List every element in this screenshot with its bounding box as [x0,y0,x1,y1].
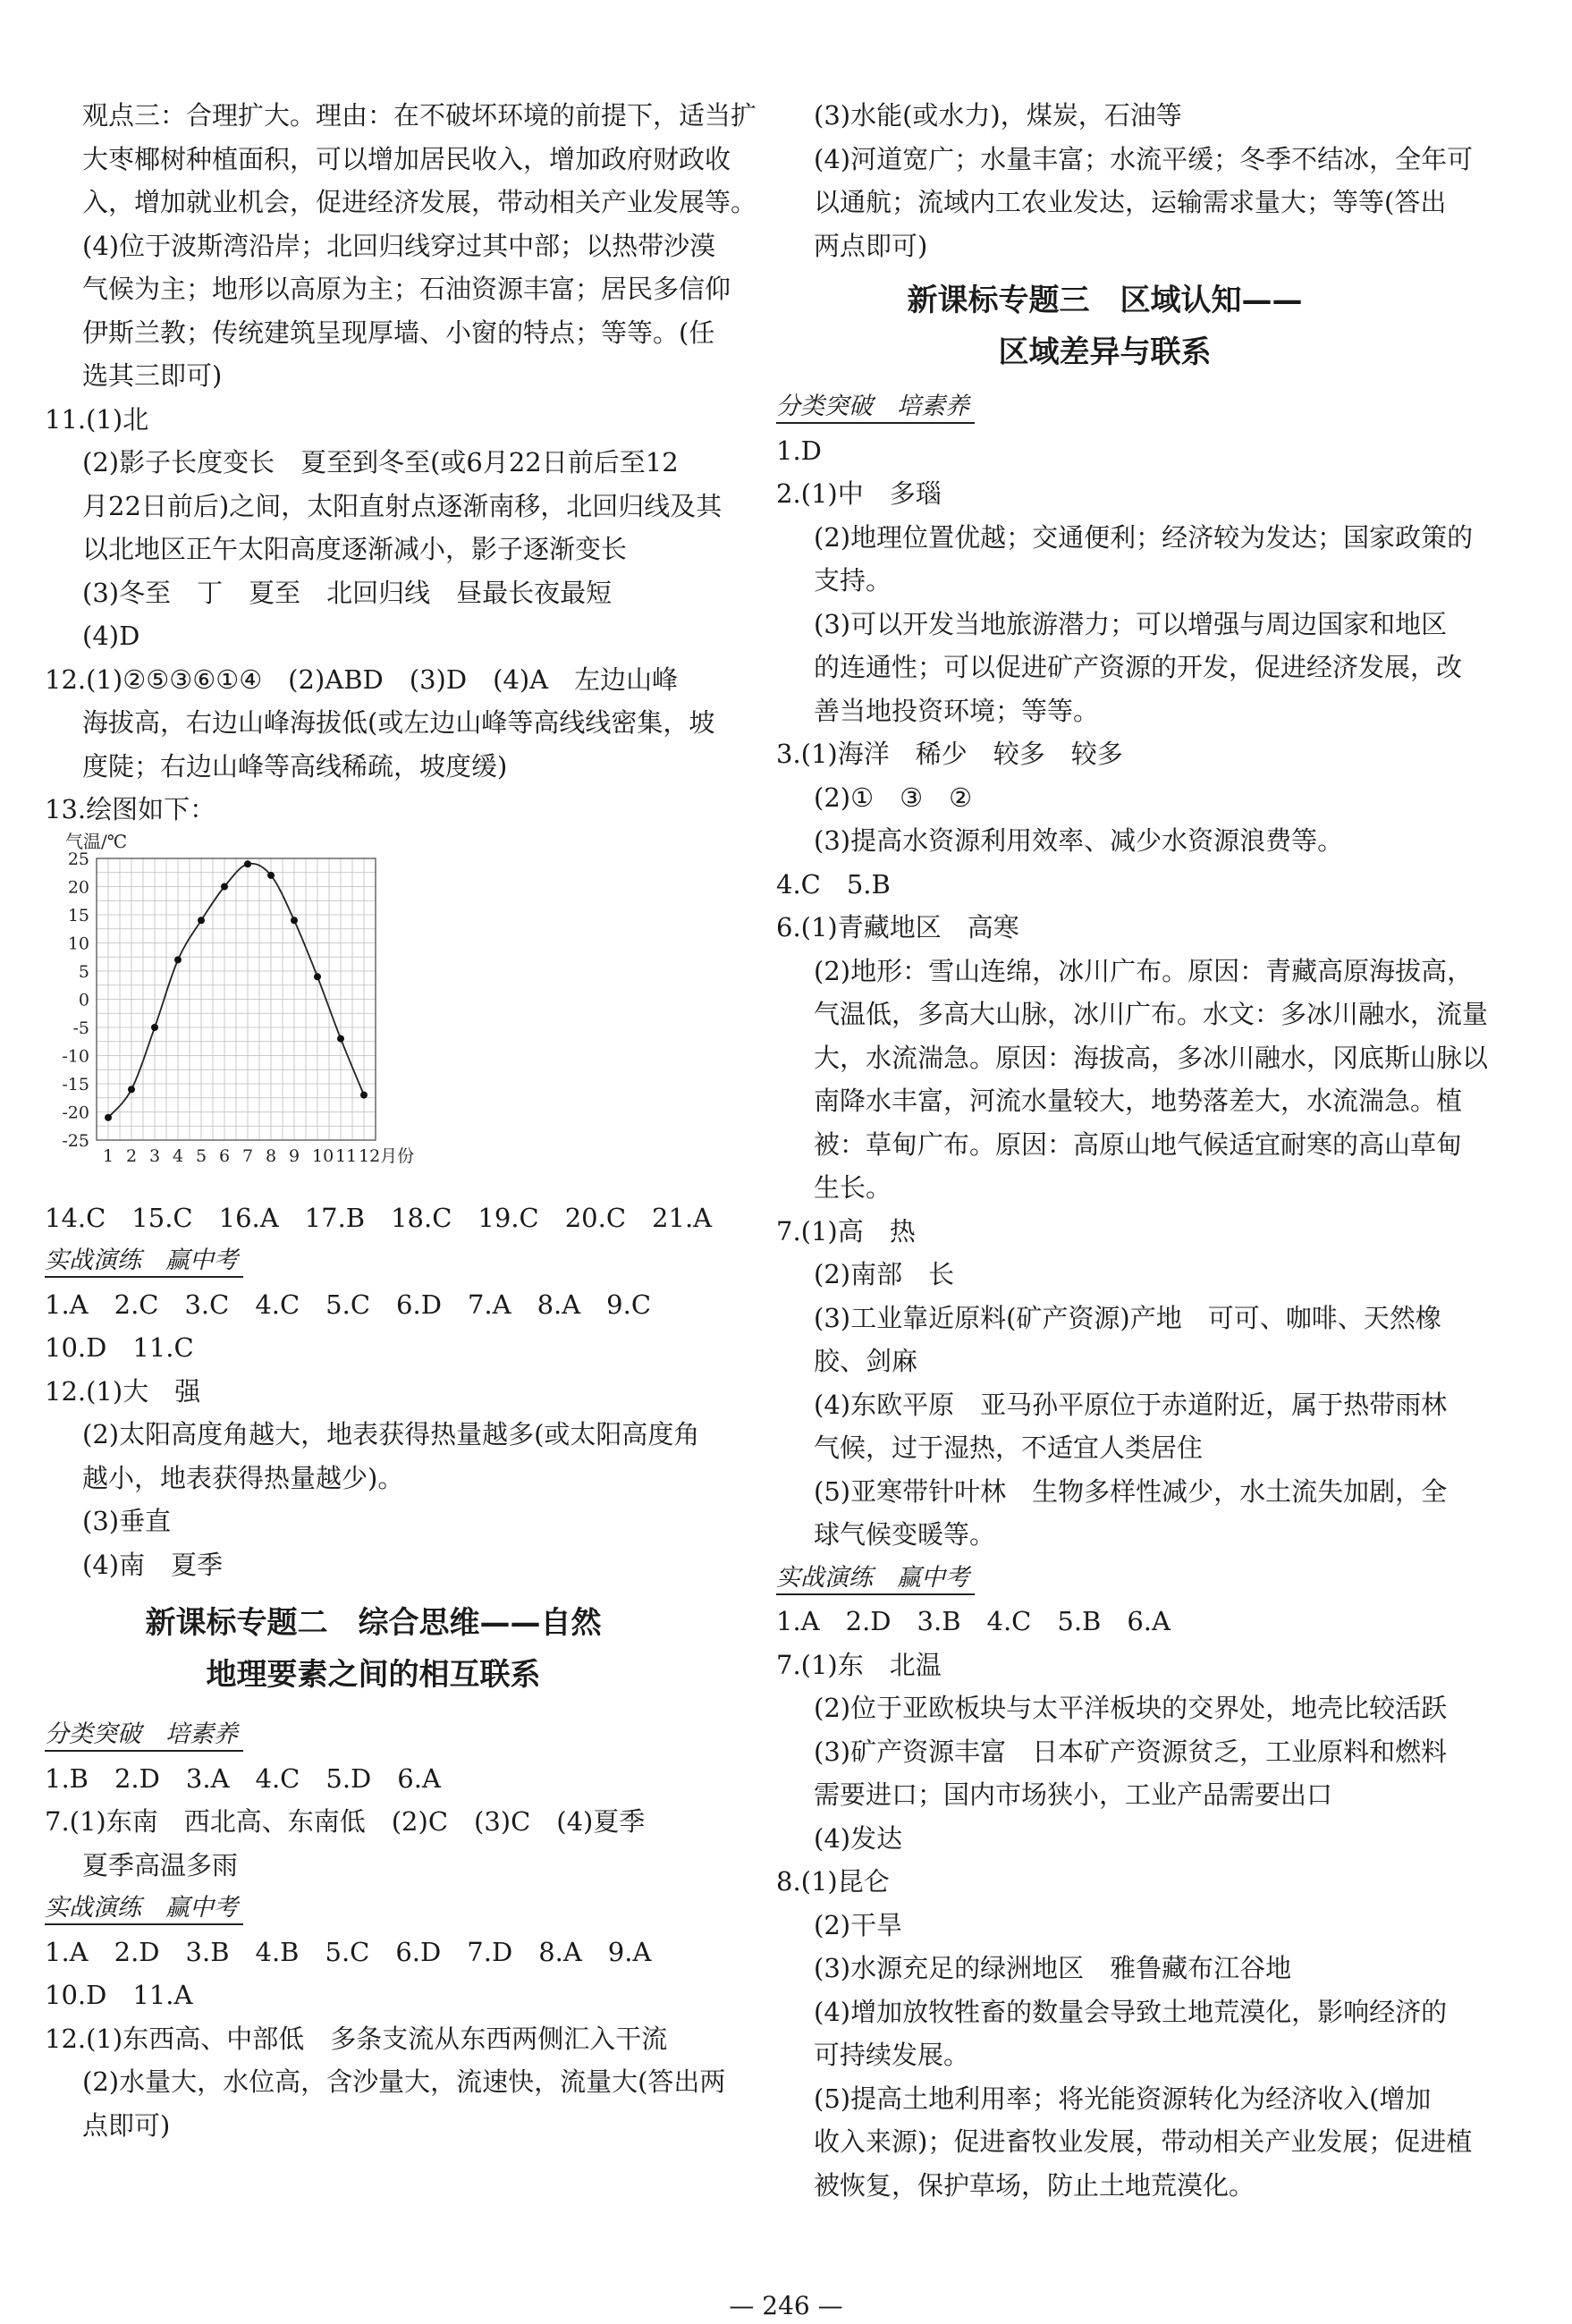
answer-line: 观点三：合理扩大。理由：在不破坏环境的前提下，适当扩 [82,100,757,131]
answer-line: 需要进口；国内市场狭小，工业产品需要出口 [814,1779,1333,1810]
answer-line: 以北地区正午太阳高度逐渐减小，影子逐渐变长 [82,534,628,564]
data-point-month-8 [267,871,275,878]
y-tick-label: -15 [62,1074,89,1094]
y-axis-label: 气温/℃ [65,830,128,852]
answer-line: (2)影子长度变长 夏至到冬至(或6月22日前后至12 [82,447,679,477]
answer-line: (3)垂直 [82,1506,172,1536]
temperature-chart [45,832,702,1196]
page-number: — 246 — [729,2291,843,2320]
answer-line: (2)① ③ ② [814,782,973,813]
answer-line: 12.(1)东西高、中部低 多条支流从东西两侧汇入干流 [45,2023,668,2054]
data-point-month-11 [337,1035,344,1042]
right-answers-part-a [776,94,1474,267]
x-tick-label: 12月份 [359,1145,415,1166]
left-answers-part-e [45,1931,726,2148]
x-tick-label: 3 [149,1145,161,1166]
x-tick-label: 2 [126,1145,138,1166]
answer-line: 6.(1)青藏地区 高寒 [776,912,1019,942]
x-tick-label: 6 [219,1145,231,1166]
answer-line: (3)水能(或水力)，煤炭，石油等 [814,100,1182,131]
section-label-practice-3: 实战演练 赢中考 [776,1557,1433,1601]
answer-line: 8.(1)昆仑 [776,1866,890,1897]
answer-line: (2)位于亚欧板块与太平洋板块的交界处，地壳比较活跃 [814,1693,1448,1723]
answer-line: 的连通性；可以促进矿产资源的开发，促进经济发展，改 [814,652,1463,682]
answer-line: 7.(1)东 北温 [776,1649,942,1680]
y-tick-label: -10 [62,1046,89,1066]
answer-line: 越小，地表获得热量越少)。 [82,1462,404,1493]
right-column [776,94,1489,2207]
answer-line: (3)水源充足的绿洲地区 雅鲁藏布江谷地 [814,1953,1292,1983]
answer-line: 点即可) [82,2109,171,2141]
answer-line: 善当地投资环境；等等。 [814,695,1100,726]
y-tick-label: 15 [67,905,89,925]
y-tick-label: -25 [62,1130,89,1151]
section-label-classify-1: 分类突破 培素养 [45,1713,702,1757]
answer-line: (4)增加放牧牲畜的数量会导致土地荒漠化，影响经济的 [814,1996,1448,2027]
answer-line: 球气候变暖等。 [814,1519,996,1550]
answer-line: (2)地形：雪山连绵，冰川广布。原因：青藏高原海拔高， [814,955,1474,986]
topic3-heading-line2: 区域差异与联系 [998,334,1212,370]
answer-line: 13.绘图如下： [45,794,216,824]
answer-line: 伊斯兰教；传统建筑呈现厚墙、小窗的特点；等等。(任 [82,317,715,348]
answer-line: (3)工业靠近原料(矿产资源)产地 可可、咖啡、天然橡 [814,1302,1441,1333]
answer-line: 10.D 11.A [45,1980,193,2010]
answer-line: 气温低，多高大山脉，冰川广布。水文：多冰川融水，流量 [814,999,1489,1029]
answer-line: (2)南部 长 [814,1259,955,1289]
answer-line: 3.(1)海洋 稀少 较多 较多 [776,739,1123,769]
section-label-practice-1: 实战演练 赢中考 [45,1239,702,1283]
answer-line: 两点即可) [814,230,928,261]
answer-line: 1.A 2.D 3.B 4.C 5.B 6.A [776,1606,1171,1636]
right-answers-part-b [776,429,1489,1557]
answer-line: 大枣椰树种植面积，可以增加居民收入，增加政府财政收 [82,143,731,174]
answer-line: 1.B 2.D 3.A 4.C 5.D 6.A [45,1762,441,1794]
topic3-heading-line1: 新课标专题三 区域认知—— [907,283,1303,318]
temperature-chart-svg [45,830,415,1196]
answer-line: (5)亚寒带针叶林 生物多样性减少，水土流失加剧，全 [814,1475,1448,1507]
data-point-month-7 [244,860,251,867]
answer-line: 7.(1)东南 西北高、东南低 (2)C (3)C (4)夏季 [45,1806,646,1837]
answer-line: (4)发达 [814,1822,903,1854]
answer-line: (4)位于波斯湾沿岸；北回归线穿过其中部；以热带沙漠 [82,230,716,261]
answer-line: (3)冬至 丁 夏至 北回归线 昼最长夜最短 [82,577,613,608]
answer-line: (3)矿产资源丰富 日本矿产资源贫乏，工业原料和燃料 [814,1736,1448,1767]
y-tick-label: -5 [72,1018,89,1038]
y-tick-label: 5 [78,961,89,982]
topic2-heading-line1: 新课标专题二 综合思维——自然 [145,1605,602,1641]
left-column [45,94,757,2147]
answer-line: 2.(1)中 多瑙 [776,478,942,509]
answer-line: 以通航；流域内工农业发达，运输需求量大；等等(答出 [814,187,1447,217]
answer-line: 气候，过于湿热，不适宜人类居住 [814,1432,1204,1463]
left-answers-part-b [45,1196,713,1240]
answer-line: 支持。 [814,565,892,596]
answer-line: 南降水丰富，河流水量较大，地势落差大，水流湍急。植 [814,1086,1463,1116]
answer-line: 10.D 11.C [45,1332,194,1363]
data-point-month-1 [105,1113,112,1120]
answer-line: 1.A 2.D 3.B 4.B 5.C 6.D 7.D 8.A 9.A [45,1936,652,1967]
topic2-heading-line2: 地理要素之间的相互联系 [206,1657,541,1693]
answer-line: 7.(1)高 热 [776,1215,916,1247]
y-tick-label: 20 [67,877,89,897]
answer-line: 选其三即可) [82,360,223,391]
answer-line: 被恢复，保护草场，防止土地荒漠化。 [814,2169,1255,2201]
answer-line: (4)河道宽广；水量丰富；水流平缓；冬季不结冰，全年可 [814,143,1474,174]
right-answers-part-c [776,1600,1473,2207]
data-point-month-6 [221,883,228,890]
x-tick-label: 9 [289,1145,300,1166]
left-answers-part-d [45,1757,702,1888]
answer-line: (4)东欧平原 亚马孙平原位于赤道附近，属于热带雨林 [814,1389,1448,1420]
answer-line: 11.(1)北 [45,403,149,435]
answer-line: 月22日前后)之间，太阳直射点逐渐南移，北回归线及其 [82,490,723,521]
answer-line: (5)提高土地利用率；将光能资源转化为经济收入(增加 [814,2083,1432,2114]
section-label-classify-2: 分类突破 培素养 [776,385,1433,429]
answer-line: 生长。 [814,1172,892,1203]
answer-line: 1.A 2.C 3.C 4.C 5.C 6.D 7.A 8.A 9.C [45,1289,652,1320]
answer-line: (4)南 夏季 [82,1549,224,1580]
answer-line: (2)干旱 [814,1909,903,1940]
left-answers-part-a [45,94,757,832]
answer-line: (2)地理位置优越；交通便利；经济较为发达；国家政策的 [814,521,1474,553]
answer-line: (2)太阳高度角越大，地表获得热量越多(或太阳高度角 [82,1419,700,1449]
answer-line: 胶、剑麻 [814,1346,918,1376]
answer-line: 14.C 15.C 16.A 17.B 18.C 19.C 20.C 21.A [45,1202,713,1233]
answer-line: 度陡；右边山峰等高线稀疏，坡度缓) [82,750,508,782]
x-tick-label: 1 [103,1145,114,1166]
data-point-month-9 [291,917,298,924]
y-tick-label: 0 [78,990,89,1010]
answer-line: (4)D [82,621,140,651]
x-tick-label: 5 [196,1145,207,1166]
answer-line: 1.D [776,435,822,466]
answer-line: 气候为主；地形以高原为主；石油资源丰富；居民多信仰 [82,274,731,304]
left-answers-part-c [45,1283,702,1587]
section-label-practice-2: 实战演练 赢中考 [45,1887,702,1931]
x-tick-label: 4 [173,1145,184,1166]
answer-line: 大，水流湍急。原因：海拔高，多冰川融水，冈底斯山脉以 [814,1042,1489,1073]
data-point-month-3 [151,1024,158,1031]
answer-line: 4.C 5.B [776,868,891,900]
answer-line: 夏季高温多雨 [82,1849,239,1880]
data-point-month-4 [174,956,182,963]
y-tick-label: 10 [67,934,89,953]
answer-line: (2)水量大，水位高，含沙量大，流速快，流量大(答出两 [82,2066,726,2097]
x-tick-label: 10 [312,1145,334,1166]
x-tick-label: 11 [335,1145,358,1166]
answer-line: 12.(1)大 强 [45,1375,201,1407]
x-tick-label: 8 [266,1145,277,1166]
answer-line: 收入来源)；促进畜牧业发展，带动相关产业发展；促进植 [814,2126,1473,2157]
y-tick-label: 25 [67,849,89,869]
answer-line: 海拔高，右边山峰海拔低(或左边山峰等高线线密集，坡 [82,707,715,738]
answer-line: 12.(1)②⑤③⑥①④ (2)ABD (3)D (4)A 左边山峰 [45,663,679,695]
answer-line: (3)提高水资源利用效率、减少水资源浪费等。 [814,825,1344,856]
answer-line: 可持续发展。 [814,2040,970,2070]
data-point-month-10 [314,973,321,980]
data-point-month-2 [128,1086,135,1093]
data-point-month-5 [198,917,205,924]
y-tick-label: -20 [62,1103,89,1122]
answer-line: (3)可以开发当地旅游潜力；可以增强与周边国家和地区 [814,608,1448,639]
x-tick-label: 7 [242,1145,254,1166]
answer-line: 被：草甸广布。原因：高原山地气候适宜耐寒的高山草甸 [814,1128,1463,1160]
data-point-month-12 [360,1091,368,1098]
answer-line: 入，增加就业机会，促进经济发展，带动相关产业发展等。 [82,187,757,217]
